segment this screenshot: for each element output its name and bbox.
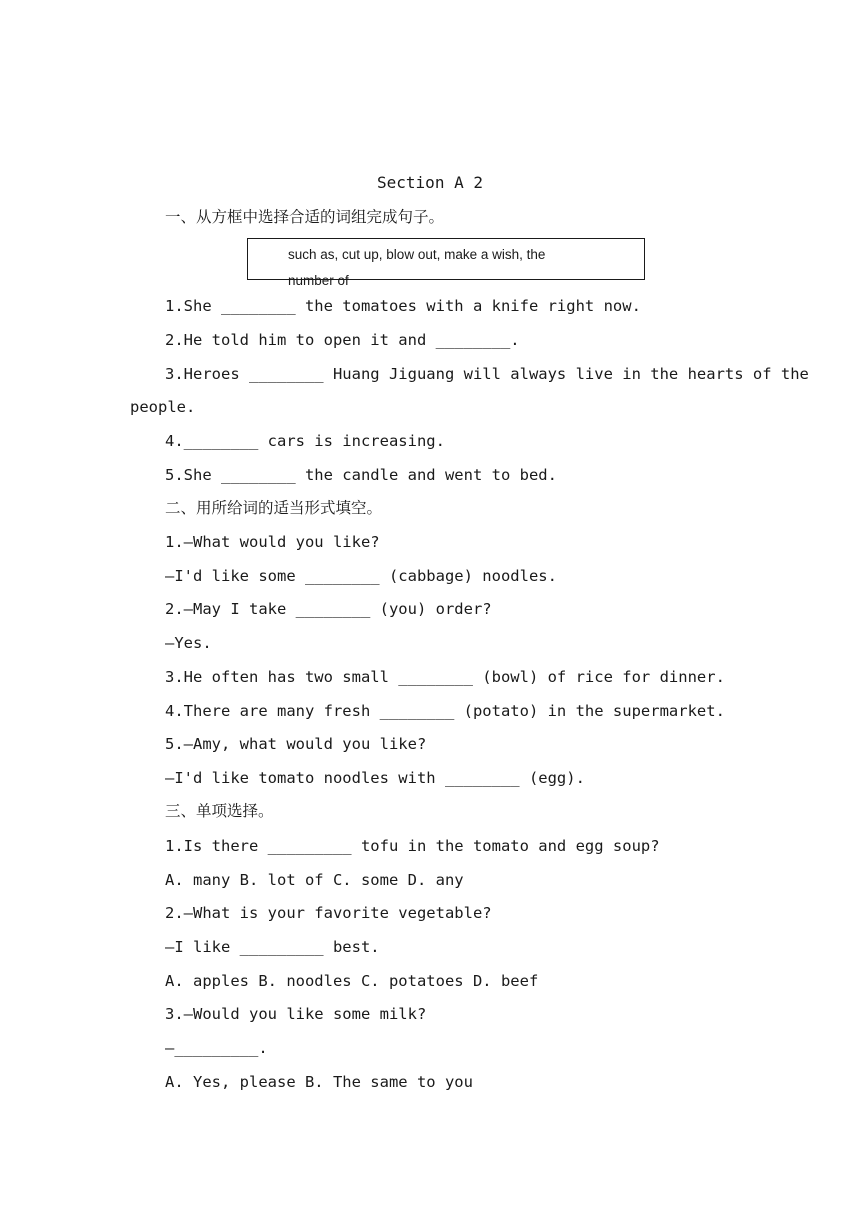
part2-heading: 二、用所给词的适当形式填空。 xyxy=(165,499,383,517)
part3-question-2-options: A. apples B. noodles C. potatoes D. beef xyxy=(165,972,539,990)
part1-question-3-continued: people. xyxy=(130,398,196,416)
part3-question-2: 2.—What is your favorite vegetable? xyxy=(165,904,492,922)
part3-question-3: 3.—Would you like some milk? xyxy=(165,1005,427,1023)
word-box-overflow-text: number of xyxy=(288,273,349,288)
word-box xyxy=(247,238,645,288)
part2-question-2: 2.—May I take ________ (you) order? xyxy=(165,600,492,618)
part3-question-2-answer: —I like _________ best. xyxy=(165,938,380,956)
part3-heading: 三、单项选择。 xyxy=(165,802,274,820)
part3-question-3-options: A. Yes, please B. The same to you xyxy=(165,1073,473,1091)
part3-question-3-answer: —_________. xyxy=(165,1039,268,1057)
part1-question-1: 1.She ________ the tomatoes with a knife right now. xyxy=(165,297,641,315)
part1-question-5: 5.She ________ the candle and went to bed. xyxy=(165,466,557,484)
part2-question-4: 4.There are many fresh ________ (potato) in the supermarket. xyxy=(165,702,725,720)
part2-question-5: 5.—Amy, what would you like? xyxy=(165,735,427,753)
part2-question-3: 3.He often has two small ________ (bowl) of rice for dinner. xyxy=(165,668,725,686)
word-box-text: such as, cut up, blow out, make a wish, the xyxy=(288,247,546,262)
part1-question-2: 2.He told him to open it and ________. xyxy=(165,331,520,349)
part2-question-5-answer: —I'd like tomato noodles with ________ (egg). xyxy=(165,769,585,787)
part1-question-4: 4.________ cars is increasing. xyxy=(165,432,445,450)
section-title: Section A 2 xyxy=(377,173,483,192)
part1-heading: 一、从方框中选择合适的词组完成句子。 xyxy=(165,208,445,226)
part3-question-1: 1.Is there _________ tofu in the tomato and egg soup? xyxy=(165,837,660,855)
part2-question-1-answer: —I'd like some ________ (cabbage) noodles. xyxy=(165,567,557,585)
part2-question-2-answer: —Yes. xyxy=(165,634,212,652)
part1-question-3: 3.Heroes ________ Huang Jiguang will always live in the hearts of the xyxy=(165,365,809,383)
part2-question-1: 1.—What would you like? xyxy=(165,533,380,551)
part3-question-1-options: A. many B. lot of C. some D. any xyxy=(165,871,464,889)
